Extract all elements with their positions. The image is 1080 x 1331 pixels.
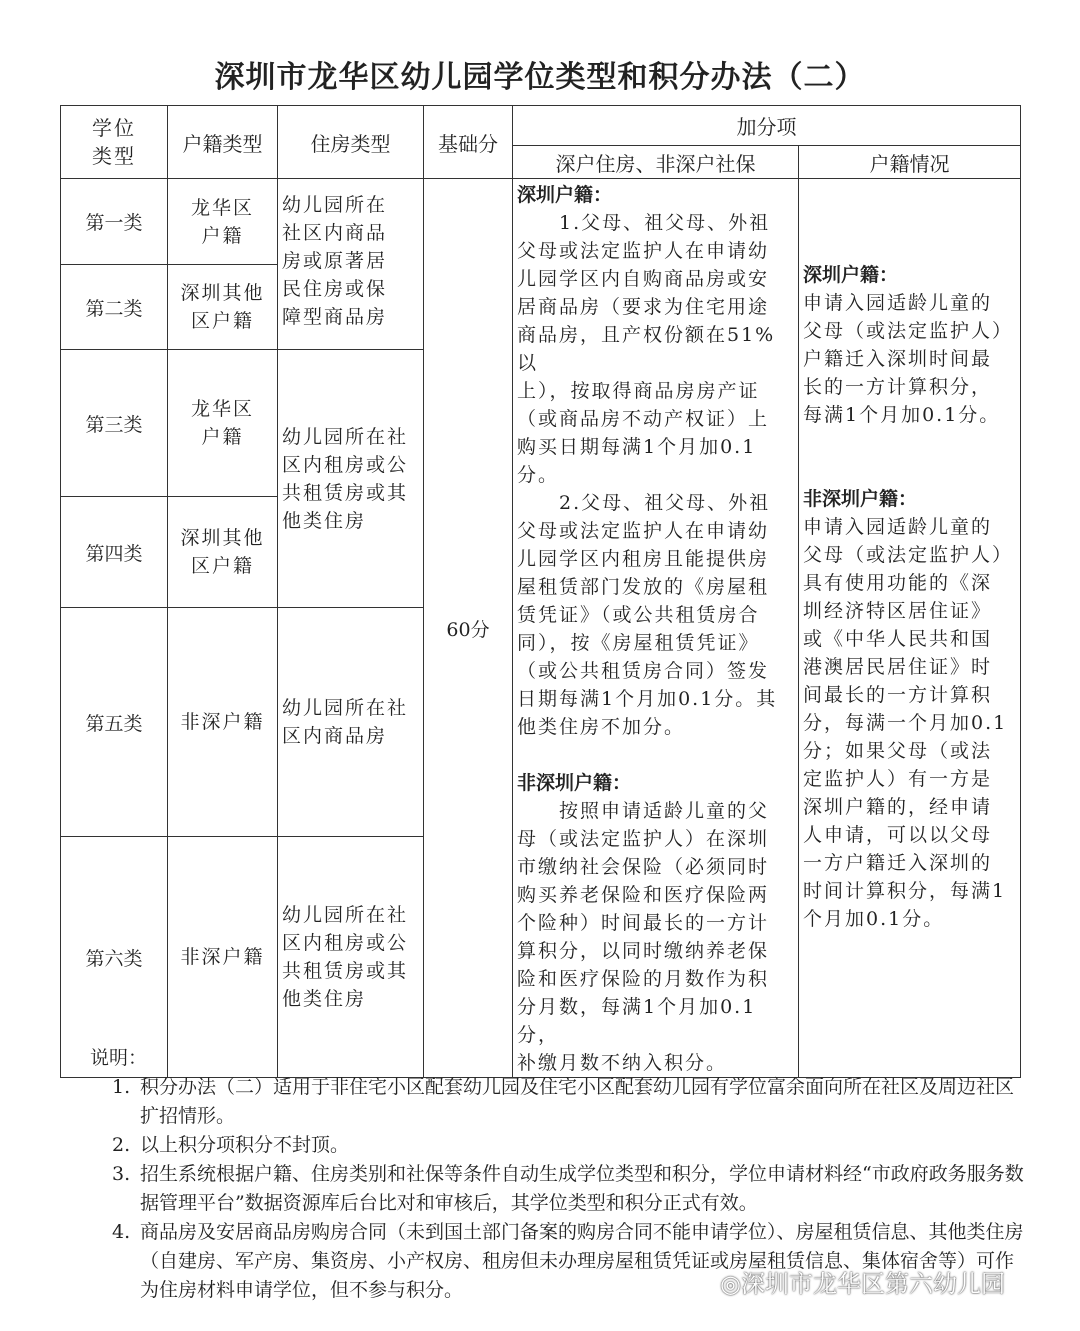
note-item (90, 1160, 1030, 1218)
housing-cell: 幼儿园所在社 区内租房或公 共租赁房或其 他类住房 (278, 837, 424, 1078)
note-number: 3. (112, 1163, 131, 1185)
bonus-housing-sz-heading: 深圳户籍： (517, 184, 613, 206)
header-base: 基础分 (424, 106, 513, 179)
note-number: 4. (112, 1221, 131, 1243)
row-hukou: 龙华区 户籍 (168, 350, 278, 497)
row-hukou: 深圳其他 区户籍 (168, 265, 278, 350)
bonus-hukou-non-text: 申请入园适龄儿童的 父母（或法定监护人） 具有使用功能的《深 圳经济特区居住证》 或《中华人民共和国 港澳居民居住证》时 间最长的一方计算积 分，每满一个月加0.1 分；如果父母（或法 定监护人）有一方是 深圳户籍的，经申请 人申请，可以以父母 一方户籍迁入深圳的 时间计算积分，每满1 个月加0.1分。 (803, 516, 1014, 930)
row-hukou: 非深户籍 (168, 608, 278, 837)
header-bonus: 加分项 (513, 106, 1021, 146)
note-item (90, 1131, 1030, 1160)
watermark (720, 1264, 1005, 1299)
header-housing: 住房类型 (278, 106, 424, 179)
housing-cell: 幼儿园所在社 区内商品房 (278, 608, 424, 837)
note-number: 1. (112, 1076, 131, 1098)
bonus-hukou-non-heading: 非深圳户籍： (803, 488, 918, 510)
note-text: 商品房及安居商品房购房合同（未到国土部门备案的购房合同不能申请学位）、房屋租赁信息、其他类住房（自建房、军产房、集资房、小产权房、租房但未办理房屋租赁凭证或房屋租赁信息、集体宿舍等）可作为住房材料申请学位，但不参与积分。 (140, 1221, 1024, 1301)
note-text: 招生系统根据户籍、住房类别和社保等条件自动生成学位类型和积分，学位申请材料经“市政府政务服务数据管理平台”数据资源库后台比对和审核后，其学位类型和积分正式有效。 (140, 1163, 1024, 1214)
bonus-hukou-sz-heading: 深圳户籍： (803, 264, 899, 286)
row-type: 第三类 (61, 350, 168, 497)
wechat-icon: ◎ (720, 1270, 741, 1298)
watermark-text: 深圳市龙华区第六幼儿园 (740, 1270, 1005, 1298)
row-hukou: 深圳其他 区户籍 (168, 497, 278, 608)
row-type: 第二类 (61, 265, 168, 350)
row-type: 第一类 (61, 179, 168, 265)
note-number: 2. (112, 1134, 131, 1156)
page-title: 深圳市龙华区幼儿园学位类型和积分办法（二） (214, 60, 866, 95)
row-hukou: 非深户籍 (168, 837, 278, 1078)
header-type: 学位 类型 (61, 106, 168, 179)
bonus-hukou-cell (799, 179, 1021, 1078)
housing-cell: 幼儿园所在社 区内租房或公 共租赁房或其 他类住房 (278, 350, 424, 608)
admission-points-table (60, 105, 1021, 1078)
note-text: 以上积分项积分不封顶。 (140, 1134, 350, 1156)
bonus-housing-non-heading: 非深圳户籍： (517, 772, 632, 794)
bonus-housing-non-text: 按照申请适龄儿童的父 母（或法定监护人）在深圳 市缴纳社会保险（必须同时 购买养老保险和医疗保险两 个险种）时间最长的一方计 算积分，以同时缴纳养老保 险和医疗保险的月数作为积 分月数，每满1个月加0.1分， 补缴月数不纳入积分。 (517, 800, 770, 1074)
header-bonus-housing: 深户住房、非深户社保 (513, 146, 799, 179)
bonus-housing-cell (513, 179, 799, 1078)
row-hukou: 龙华区 户籍 (168, 179, 278, 265)
note-text: 积分办法（二）适用于非住宅小区配套幼儿园及住宅小区配套幼儿园有学位富余面向所在社区及周边社区扩招情形。 (140, 1076, 1015, 1127)
header-hukou: 户籍类型 (168, 106, 278, 179)
note-item (90, 1073, 1030, 1131)
housing-cell: 幼儿园所在 社区内商品 房或原著居 民住房或保 障型商品房 (278, 179, 424, 350)
row-type: 第四类 (61, 497, 168, 608)
row-type: 第五类 (61, 608, 168, 837)
notes-heading: 说明： (90, 1047, 148, 1069)
bonus-housing-sz-text: 1.父母、祖父母、外祖 父母或法定监护人在申请幼 儿园学区内自购商品房或安 居商品房（要求为住宅用途 商品房，且产权份额在51%以 上），按取得商品房房产证 （或商品房不动产权证）上 购买日期每满1个月加0.1 分。 2.父母、祖父母、外祖 父母或法定监护人在申请幼 儿园学区内租房且能提供房 屋租赁部门发放的《房屋租 赁凭证》（或公共租赁房合 同），按《房屋租赁凭证》 （或公共租赁房合同）签发 日期每满1个月加0.1分。其 他类住房不加分。 (517, 212, 778, 738)
header-bonus-hukou: 户籍情况 (799, 146, 1021, 179)
row-type: 第六类 (61, 837, 168, 1078)
base-score: 60分 (424, 179, 513, 1078)
bonus-hukou-sz-text: 申请入园适龄儿童的 父母（或法定监护人） 户籍迁入深圳时间最 长的一方计算积分， 每满1个月加0.1分。 (803, 292, 1014, 426)
